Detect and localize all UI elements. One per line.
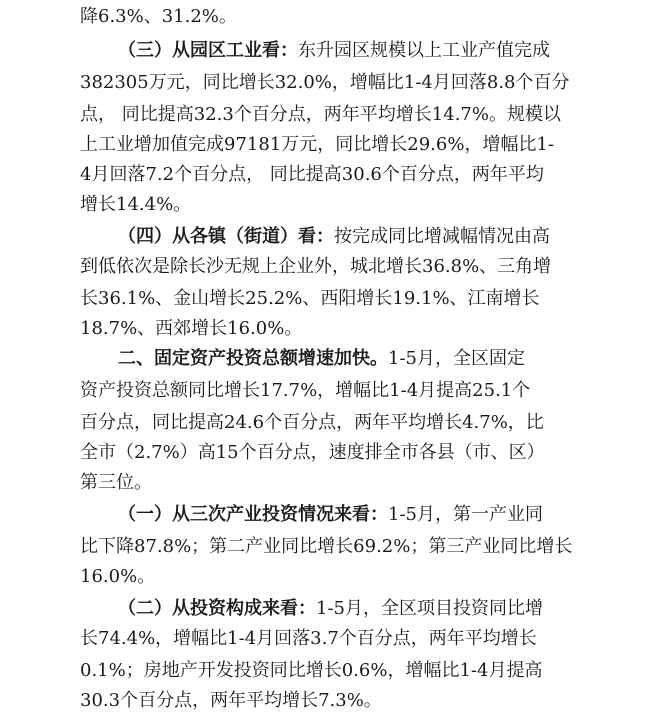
section-heading: （一）从三次产业投资情况来看：: [118, 504, 388, 525]
text-run: 1-5月，全区项目投资同比增: [316, 598, 543, 619]
text-run: 按完成同比增减幅情况由高: [334, 226, 550, 247]
text-line: 资产投资总额同比增长17.7%，增幅比1-4月提高25.1个: [80, 380, 531, 401]
section-heading: 二、固定资产投资总额增速加快。: [118, 348, 388, 369]
section-heading: （四）从各镇（街道）看：: [118, 226, 334, 247]
text-line: 第三位。: [80, 472, 152, 493]
text-line: 点， 同比提高32.3个百分点，两年平均增长14.7%。规模以: [80, 104, 561, 125]
text-line: 上工业增加值完成97181万元，同比增长29.6%，增幅比1-: [80, 134, 554, 155]
text-run: 1-5月，全区固定: [388, 348, 525, 369]
text-line: 增长14.4%。: [80, 194, 192, 215]
paragraph-line: [118, 348, 525, 370]
section-heading: （三）从园区工业看：: [118, 40, 298, 61]
text-line: 0.1%；房地产开发投资同比增长0.6%，增幅比1-4月提高: [80, 660, 543, 681]
text-run: 东升园区规模以上工业产值完成: [298, 40, 550, 61]
text-line: 长36.1%、金山增长25.2%、西阳增长19.1%、江南增长: [80, 288, 540, 309]
text-line: 30.3个百分点，两年平均增长7.3%。: [80, 690, 382, 711]
text-run: 1-5月，第一产业同: [388, 504, 543, 525]
text-line: 比下降87.8%；第二产业同比增长69.2%；第三产业同比增长: [80, 536, 573, 557]
text-line: 4月回落7.2个百分点， 同比提高30.6个百分点，两年平均: [80, 164, 544, 185]
text-line: 16.0%。: [80, 566, 156, 587]
text-line: 全市（2.7%）高15个百分点，速度排全市各县（市、区）: [80, 442, 545, 463]
paragraph-line: [118, 504, 543, 526]
text-line: 到低依次是除长沙无规上企业外，城北增长36.8%、三角增: [80, 256, 552, 277]
paragraph-line: [118, 598, 543, 620]
text-line: 长74.4%，增幅比1-4月回落3.7个百分点，两年平均增长: [80, 628, 537, 649]
paragraph-line: [118, 226, 550, 248]
text-line: 降6.3%、31.2%。: [80, 6, 237, 27]
text-line: 18.7%、西郊增长16.0%。: [80, 318, 303, 339]
text-line: 百分点，同比提高24.6个百分点，两年平均增长4.7%，比: [80, 412, 544, 433]
paragraph-line: [118, 40, 550, 62]
section-heading: （二）从投资构成来看：: [118, 598, 316, 619]
text-line: 382305万元，同比增长32.0%，增幅比1-4月回落8.8个百分: [80, 72, 570, 93]
